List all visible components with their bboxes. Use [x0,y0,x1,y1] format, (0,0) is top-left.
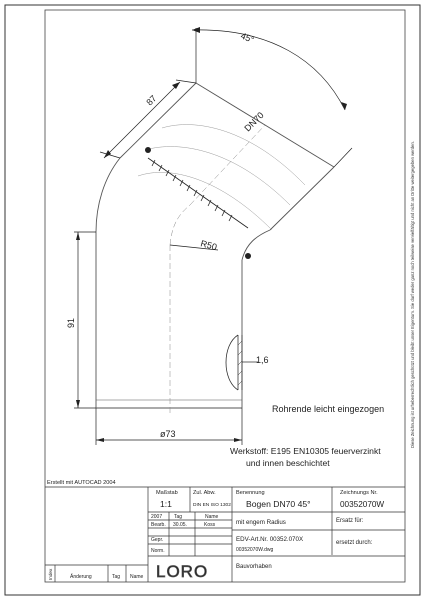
assembly-label: Bauvorhaben [236,564,272,570]
replaced-label: ersetzt durch: [336,540,373,546]
drawing-number-value: 00352070W [340,500,385,509]
name-label: Benennung [236,490,265,496]
col-change: Änderung [70,574,92,580]
row-name-header: Name [205,514,219,520]
bearb-date: 30.05. [173,522,187,528]
dim-nominal-dn70: DN70 [242,110,266,134]
copyright-side-note [406,5,420,583]
drawing-inner-frame [45,10,405,582]
dimension-arrowheads [76,27,347,442]
edv-number: EDV-Art.Nr. 00352.070X [236,536,304,543]
col-name: Name [130,574,144,580]
dim-length-87: 87 [144,93,159,108]
name-value: Bogen DN70 45° [246,499,311,509]
scale-label: Maßstab [156,490,178,496]
col-day: Tag [112,574,121,580]
bearb-name: Koss [204,522,216,528]
dim-radius-r50: R50 [199,238,219,253]
row-day-header: Tag [174,514,183,520]
row-year: 2007 [151,514,163,520]
replacement-label: Ersatz für: [336,518,364,524]
note-material-line2: und innen beschichtet [246,458,330,468]
gepr-label: Gepr. [151,537,164,543]
tolerance-label: Zul. Abw. [193,490,216,496]
dim-angle-45: 45° [239,30,256,45]
wall-section-detail [226,335,242,390]
dim-diameter-73: ø73 [160,429,176,439]
note-pipe-end: Rohrende leicht eingezogen [272,404,385,414]
note-material-line1: Werkstoff: E195 EN10305 feuerverzinkt [230,446,381,456]
tolerance-value: DIN EN ISO 1302 [193,503,231,508]
cut-line-ticks [148,158,248,228]
scale-value: 1:1 [160,499,172,509]
dim-wall-1-6: 1,6 [256,355,269,365]
pipe-centerlines [170,125,265,415]
norm-label: Norm. [151,548,165,554]
drawing-number-label: Zeichnungs Nr. [340,490,378,496]
pipe-section-rings [138,125,305,230]
bearb-label: Bearb. [151,522,166,528]
created-with-label: Erstellt mit AUTOCAD 2004 [47,480,116,486]
dimension-lines [74,28,352,445]
name-subtitle: mit engem Radius [236,519,286,526]
col-index: Index [48,568,53,580]
file-name: 00352070W.dwg [236,547,274,553]
company-logo: LORO [156,562,209,581]
copyright-text: Diese Zeichnung ist urheberrechtlich geschützt und bleibt unser Eigentum. Sie darf weder ganz noch teilweise vervielfältigt und nicht an Dritte weitergegeben werden. [410,140,416,448]
dim-height-91: 91 [66,317,76,328]
